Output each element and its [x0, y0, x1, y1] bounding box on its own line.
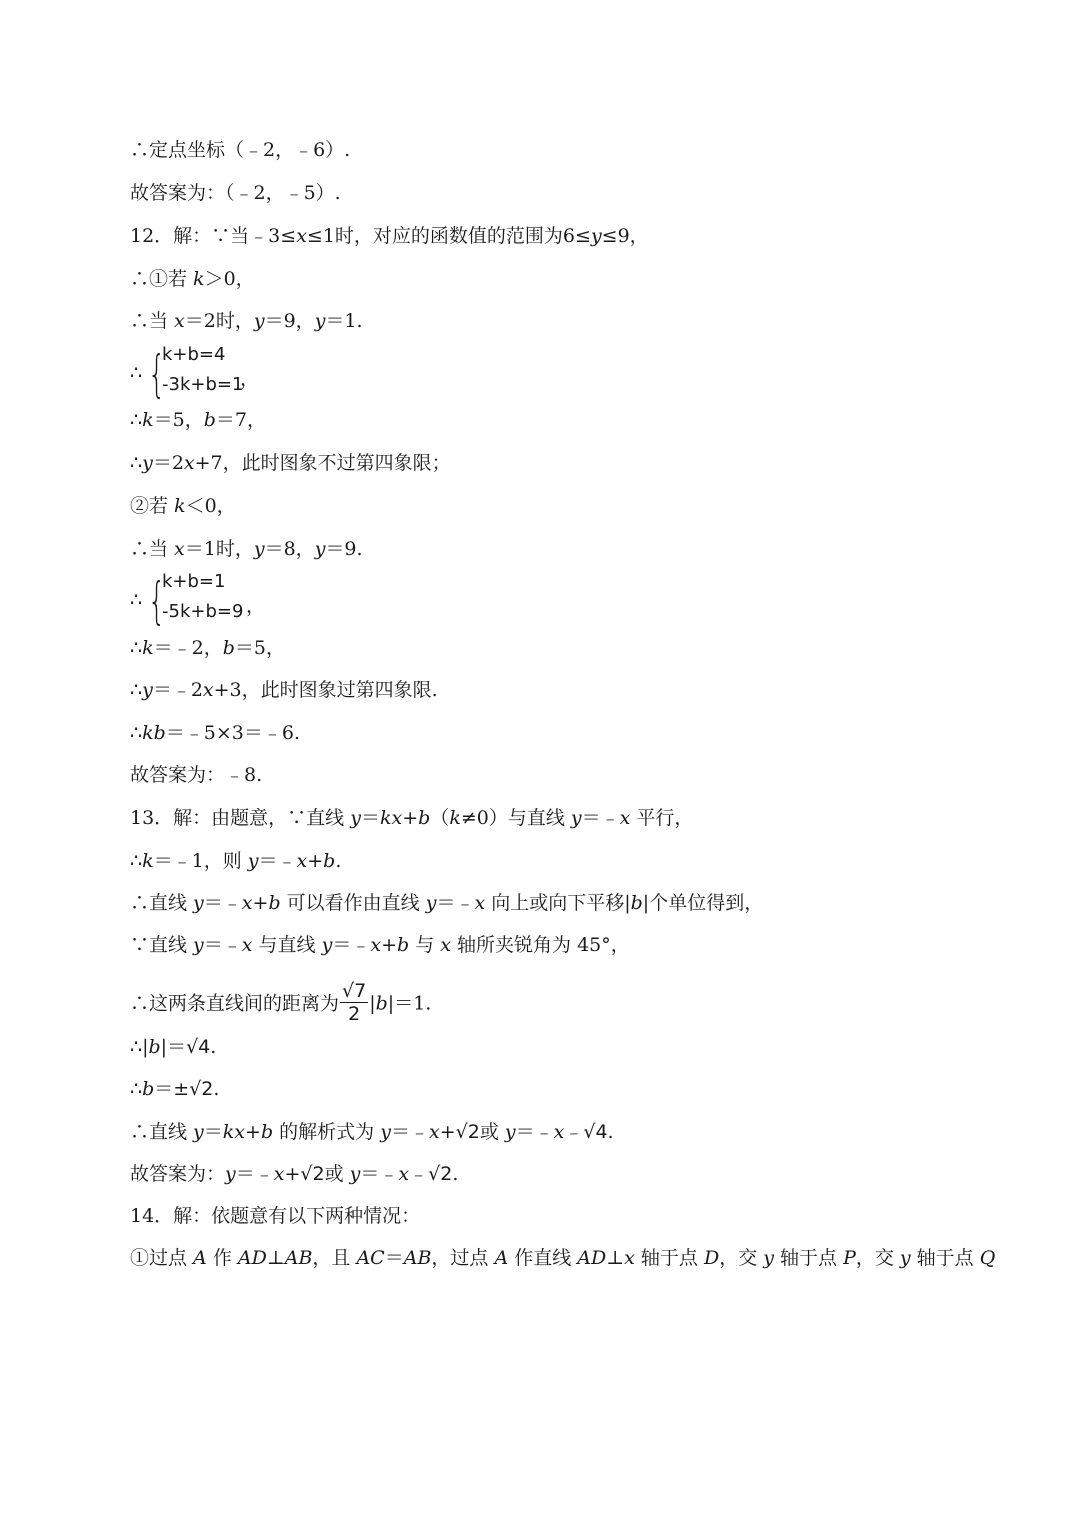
equation-system-2: ∴ { k+b=1 -5k+b=9 ， [130, 571, 266, 630]
text-line-15: 故答案为：﹣8. [130, 764, 263, 786]
text-line-3: 12．解：∵当﹣3≤x≤1时，对应的函数值的范围为6≤y≤9， [130, 225, 649, 247]
text-line-14: ∴kb＝﹣5×3＝﹣6. [130, 722, 301, 744]
text-line-9: ②若 k＜0， [130, 495, 236, 517]
system-row-2: -3k+b=1 [162, 374, 244, 395]
text-line-18: ∴直线 y＝﹣x+b 可以看作由直线 y＝﹣x 向上或向下平移|b|个单位得到， [130, 892, 764, 914]
text-line-10: ∴当 x＝1时，y＝8，y＝9. [130, 538, 363, 560]
therefore-symbol: ∴ [130, 362, 143, 384]
equation-system-1: ∴ { k+b=4 -3k+b=1 ， [130, 344, 260, 403]
text-line-24: 故答案为：y＝﹣x+√2或 y＝﹣x﹣√2. [130, 1163, 459, 1185]
system-row-1: k+b=1 [162, 571, 226, 592]
text-line-8: ∴y＝2x+7，此时图象不过第四象限； [130, 452, 451, 474]
brace: { [148, 572, 166, 630]
therefore-symbol: ∴ [130, 589, 143, 611]
text-line-4: ∴①若 k＞0， [130, 268, 255, 290]
text-line-5: ∴当 x＝2时，y＝9，y＝1. [130, 310, 363, 332]
text-line-1: ∴定点坐标（﹣2，﹣6）. [130, 139, 351, 161]
text-line-22: ∴b＝±√2. [130, 1078, 220, 1100]
text-line-2: 故答案为：（﹣2，﹣5）. [130, 182, 341, 204]
brace: { [148, 345, 166, 403]
fraction: $\frac{√7}{2}$ [342, 980, 367, 1025]
text-line-26: ①过点 A 作 AD⊥AB，且 AC＝AB，过点 A 作直线 AD⊥x 轴于点 D，交 y 轴于点 P，交 y 轴于点 Q [130, 1247, 996, 1269]
system-row-1: k+b=4 [162, 344, 226, 365]
text-line-12: ∴k＝﹣2，b＝5， [130, 637, 285, 659]
text-line-23: ∴直线 y＝kx+b 的解析式为 y＝﹣x+√2或 y＝﹣x﹣√4. [130, 1121, 614, 1143]
text-line-13: ∴y＝﹣2x+3，此时图象过第四象限. [130, 679, 438, 701]
text-line-17: ∴k＝﹣1，则 y＝﹣x+b. [130, 850, 342, 872]
text-line-16: 13．解：由题意，∵直线 y＝kx+b（k≠0）与直线 y＝﹣x 平行， [130, 807, 694, 829]
text-line-25: 14．解：依题意有以下两种情况： [130, 1205, 421, 1227]
text-line-21: ∴|b|＝√4. [130, 1036, 217, 1058]
text-line-20: ∴这两条直线间的距离为 $\frac{√7}{2}$ |b|＝1. [130, 980, 432, 1025]
system-row-2: -5k+b=9 [162, 601, 244, 622]
text-line-7: ∴k＝5，b＝7， [130, 409, 266, 431]
text-line-19: ∵直线 y＝﹣x 与直线 y＝﹣x+b 与 x 轴所夹锐角为 45°， [130, 934, 630, 956]
